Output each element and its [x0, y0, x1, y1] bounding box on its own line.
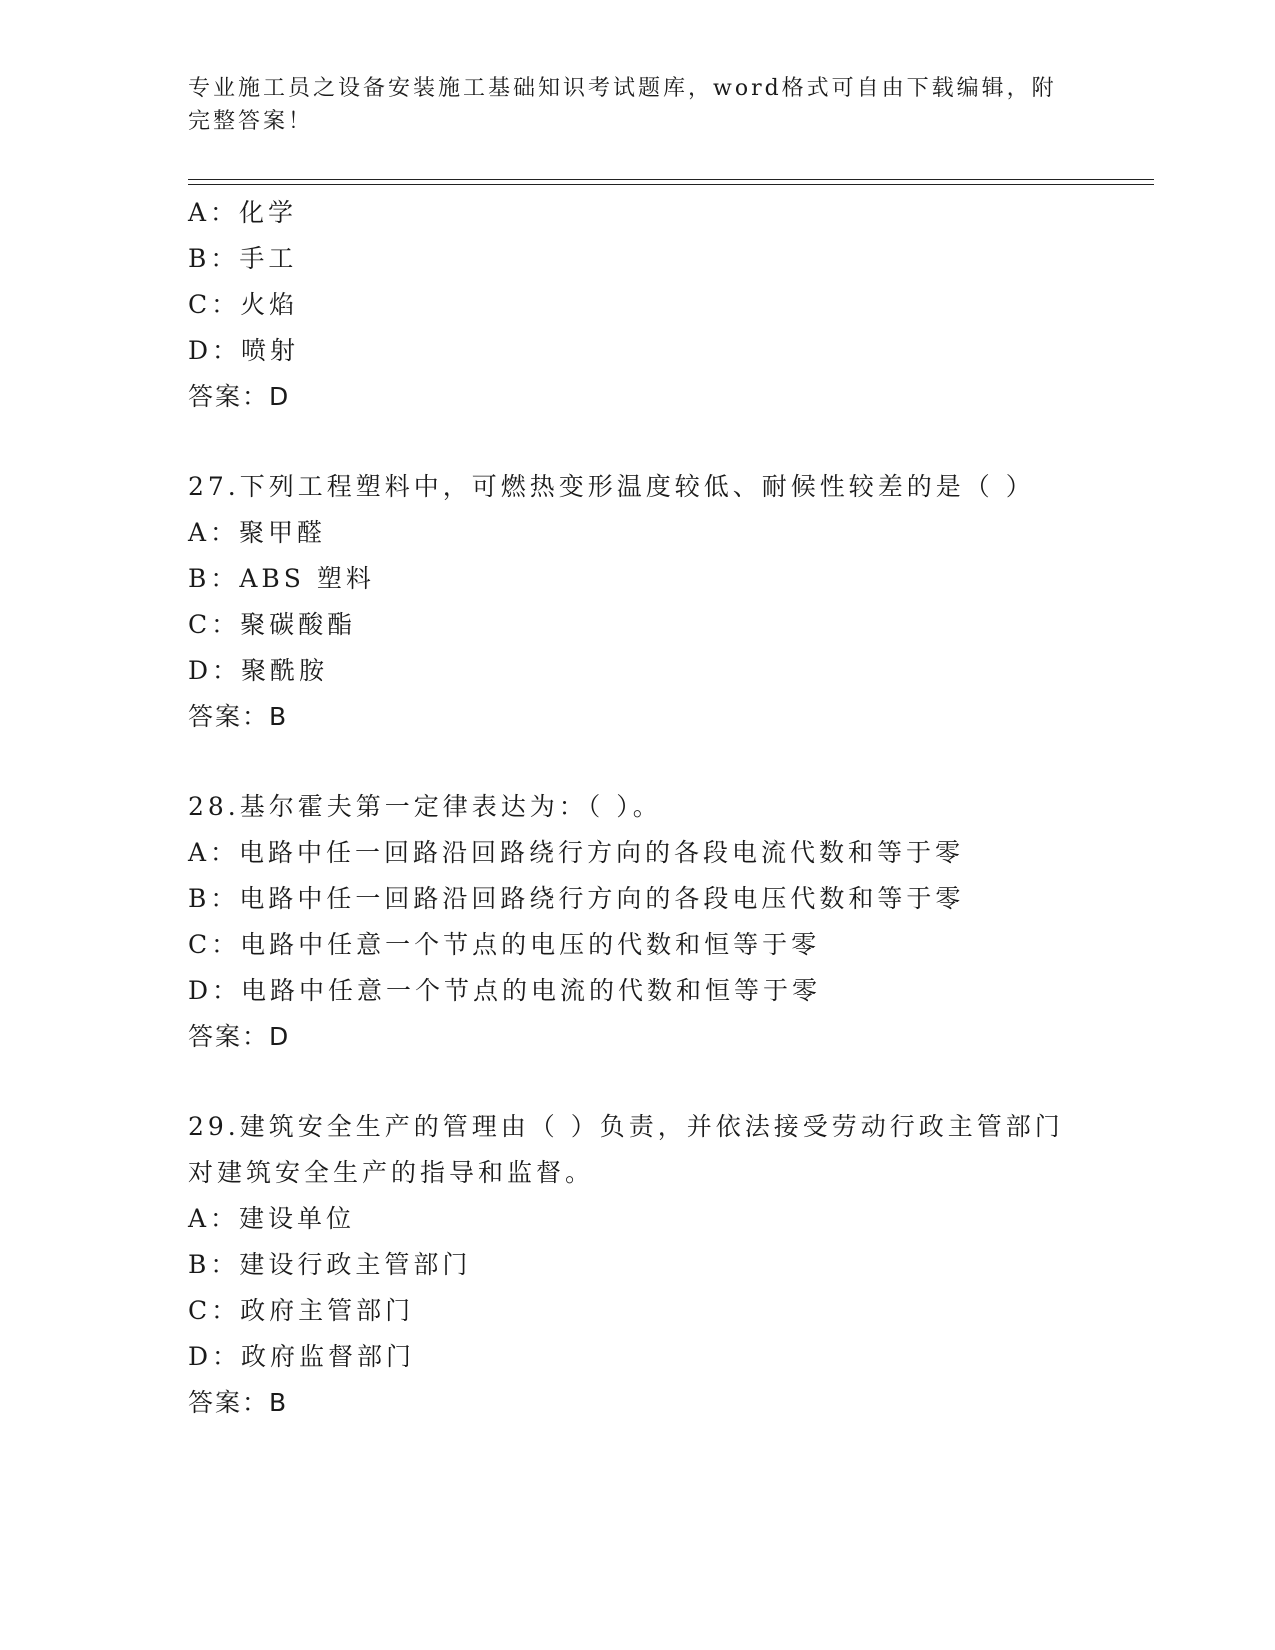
option-d: D：电路中任意一个节点的电流的代数和恒等于零	[188, 976, 822, 1005]
answer-line: 答案：D	[188, 1022, 291, 1051]
header-divider-top	[188, 179, 1154, 180]
option-b: B：电路中任一回路沿回路绕行方向的各段电压代数和等于零	[188, 884, 965, 913]
option-c: C：火焰	[188, 290, 299, 319]
question-text: 29.建筑安全生产的管理由（ ）负责，并依法接受劳动行政主管部门对建筑安全生产的指导和监督。	[188, 1112, 1064, 1187]
header-divider-bottom	[188, 184, 1154, 185]
question-fragment	[188, 190, 1148, 420]
option-d: D：政府监督部门	[188, 1342, 416, 1371]
option-d: D：聚酰胺	[188, 656, 329, 685]
option-b: B：建设行政主管部门	[188, 1250, 472, 1279]
question-block-28	[188, 784, 1148, 1060]
question-text: 27.下列工程塑料中，可燃热变形温度较低、耐候性较差的是（ ）	[188, 472, 1035, 501]
option-a: A：聚甲醛	[188, 518, 327, 547]
question-content	[188, 190, 1148, 1426]
option-a: A：建设单位	[188, 1204, 356, 1233]
option-c: C：电路中任意一个节点的电压的代数和恒等于零	[188, 930, 821, 959]
option-c: C：政府主管部门	[188, 1296, 415, 1325]
question-text: 28.基尔霍夫第一定律表达为：（ ）。	[188, 792, 662, 821]
answer-line: 答案：B	[188, 1388, 289, 1417]
spacer	[188, 1060, 1148, 1104]
spacer	[188, 420, 1148, 464]
document-header-title: 专业施工员之设备安装施工基础知识考试题库，word格式可自由下载编辑，附完整答案！	[188, 76, 1057, 134]
question-block-29	[188, 1104, 1148, 1426]
option-b: B：ABS 塑料	[188, 564, 375, 593]
option-b: B：手工	[188, 244, 298, 273]
question-block-27	[188, 464, 1148, 740]
answer-line: 答案：D	[188, 382, 291, 411]
option-a: A：电路中任一回路沿回路绕行方向的各段电流代数和等于零	[188, 838, 965, 867]
option-d: D：喷射	[188, 336, 300, 365]
option-a: A：化学	[188, 198, 298, 227]
option-c: C：聚碳酸酯	[188, 610, 357, 639]
spacer	[188, 740, 1148, 784]
answer-line: 答案：B	[188, 702, 289, 731]
